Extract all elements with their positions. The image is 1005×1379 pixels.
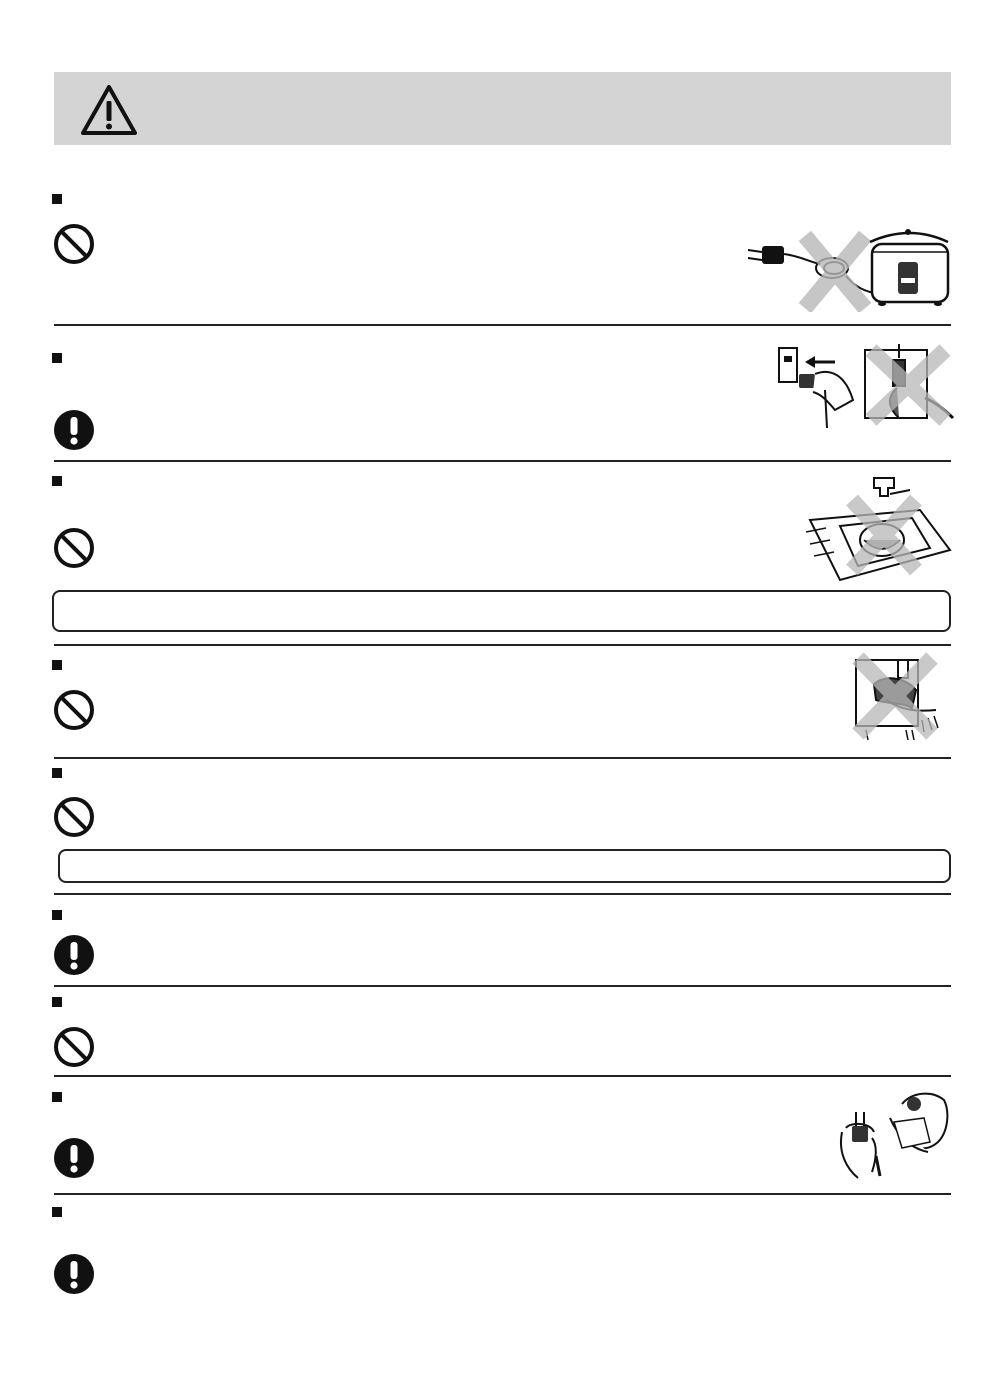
warning-triangle-icon	[80, 84, 138, 136]
warning-banner	[54, 72, 951, 145]
section-divider	[54, 644, 951, 646]
section-bullet	[52, 353, 62, 363]
do-not-immerse-illustration	[800, 470, 952, 582]
section-bullet	[52, 476, 62, 486]
section-bullet	[52, 910, 62, 920]
note-box	[52, 590, 951, 632]
section-divider	[54, 460, 951, 462]
prohibition-icon	[53, 689, 95, 731]
section-bullet	[52, 997, 62, 1007]
section-divider	[54, 1193, 951, 1195]
prohibition-icon	[53, 1026, 95, 1068]
prohibition-icon	[53, 527, 95, 569]
mandatory-action-icon	[53, 934, 95, 976]
note-box	[58, 849, 951, 883]
prohibition-icon	[53, 796, 95, 838]
mandatory-action-icon	[53, 409, 95, 451]
section-divider	[54, 324, 951, 326]
prohibition-icon	[53, 223, 95, 265]
clean-plug-illustration	[832, 1082, 954, 1182]
section-bullet	[52, 660, 62, 670]
wet-hands-plug-illustration	[846, 650, 946, 744]
section-divider	[54, 757, 951, 759]
cord-wrapped-around-cooker-illustration	[740, 222, 952, 312]
section-bullet	[52, 1207, 62, 1217]
section-divider	[54, 985, 951, 987]
section-divider	[54, 1075, 951, 1077]
plug-insertion-illustration	[775, 338, 955, 430]
section-bullet	[52, 1092, 62, 1102]
section-bullet	[52, 768, 62, 778]
section-bullet	[52, 194, 62, 204]
mandatory-action-icon	[53, 1137, 95, 1179]
section-divider	[54, 893, 951, 895]
mandatory-action-icon	[53, 1253, 95, 1295]
